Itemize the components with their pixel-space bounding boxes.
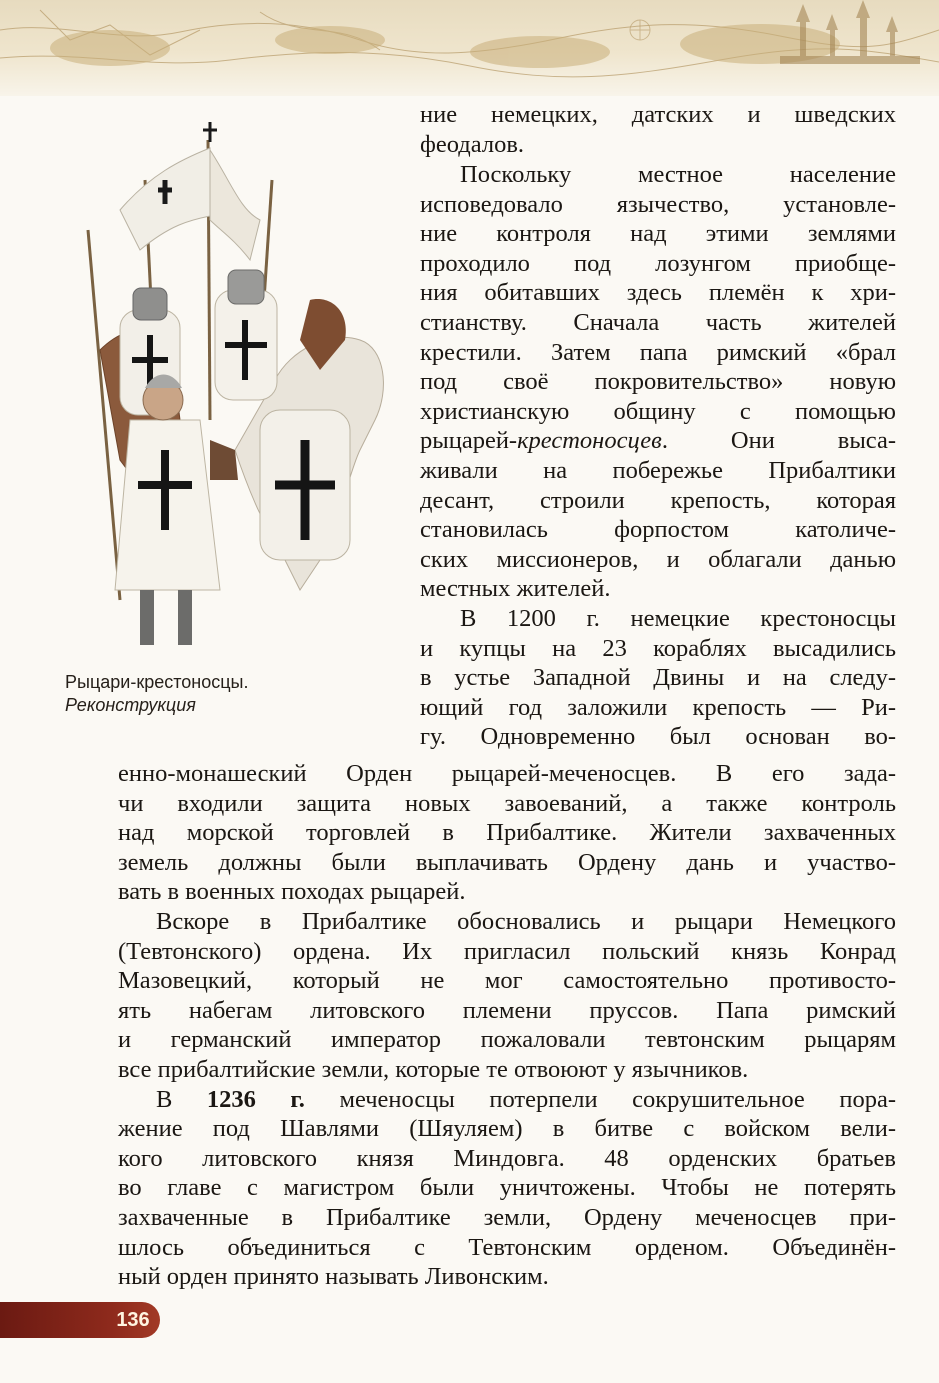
text-line: стианству. Сначала часть жителей [420,309,896,336]
text-line: вать в военных походах рыцарей. [118,878,466,906]
text-line: ние немецких, датских и шведских [420,101,896,128]
text-line [420,426,896,456]
text-line: шлось объединиться с Тевтонским орденом. Объединён- [118,1233,896,1261]
page-number: 136 [116,1309,150,1331]
crusader-knights-illustration [60,120,395,660]
text-fragment: В [156,1085,207,1113]
text-fragment: . Они выса- [661,427,896,454]
text-fragment: меченосцы потерпели сокрушительное пора- [304,1085,896,1113]
text-line: Вскоре в Прибалтике обосновались и рыцари Немецкого [156,907,896,935]
text-line: жение под Шавлями (Шяуляем) в битве с войском вели- [118,1115,896,1143]
text-line: и германский император пожаловали тевтонским рыцарям [118,1026,896,1054]
text-line: в устье Западной Двины и на следу- [420,664,896,691]
text-line: ять набегам литовского племени пруссов. Папа римский [118,996,896,1024]
text-line: Поскольку местное население [460,161,896,188]
text-line: чи входили защита новых завоеваний, а также контроль [118,789,896,817]
text-line: во главе с магистром были уничтожены. Чтобы не потерять [118,1174,896,1202]
text-line: В 1200 г. немецкие крестоносцы [460,605,896,632]
text-line: земель должны были выплачивать Ордену дань и участво- [118,848,896,876]
text-line: ный орден принято называть Ливонским. [118,1263,549,1291]
text-line: енно-монашеский Орден рыцарей-меченосцев. В его зада- [118,760,896,787]
text-line: местных жителей. [420,575,611,602]
text-line: ющий год заложили крепость — Ри- [420,694,896,721]
text-line: и купцы на 23 кораблях высадились [420,635,896,662]
text-line: ских миссионеров, и облагали данью [420,546,896,573]
text-line: гу. Одновременно был основан во- [420,723,896,750]
full-width-text [118,759,896,1292]
term-crusaders: крестоносцев [517,427,662,454]
text-line: становилась форпостом католиче- [420,516,896,543]
map-engraving-decoration [0,0,939,96]
text-line: (Тевтонского) ордена. Их пригласил польский князь Конрад [118,937,896,965]
text-line: христианскую общину с помощью [420,398,896,425]
text-line: над морской торговлей в Прибалтике. Жители захваченных [118,819,896,847]
key-date: 1236 г. [206,1085,305,1113]
text-fragment: рыцарей- [420,427,518,454]
text-line: кого литовского князя Миндовга. 48 орденских братьев [118,1144,896,1172]
caption-subtitle: Реконструкция [65,695,196,715]
figure-caption [65,671,365,717]
caption-title: Рыцари-крестоносцы. [65,672,249,692]
text-line: живали на побережье Прибалтики [420,457,896,484]
text-line: феодалов. [420,131,525,158]
text-line: десант, строили крепость, которая [420,487,896,514]
text-line: захваченные в Прибалтике земли, Ордену меченосцев при- [118,1203,896,1231]
decorative-map-banner [0,0,939,96]
text-line: проходило под лозунгом приобще- [420,250,896,277]
text-line: ние контроля над этими землями [420,220,896,247]
text-line: ния обитавших здесь племён к хри- [420,279,896,306]
text-line: под своё покровительство» новую [420,368,896,395]
text-line: все прибалтийские земли, которые те отвоюют у язычников. [118,1055,749,1083]
text-line: Мазовецкий, который не мог самостоятельно противосто- [118,967,896,995]
text-line [118,1085,896,1115]
text-line: крестили. Затем папа римский «брал [420,339,896,366]
text-line: исповедовало язычество, установле- [420,191,896,218]
